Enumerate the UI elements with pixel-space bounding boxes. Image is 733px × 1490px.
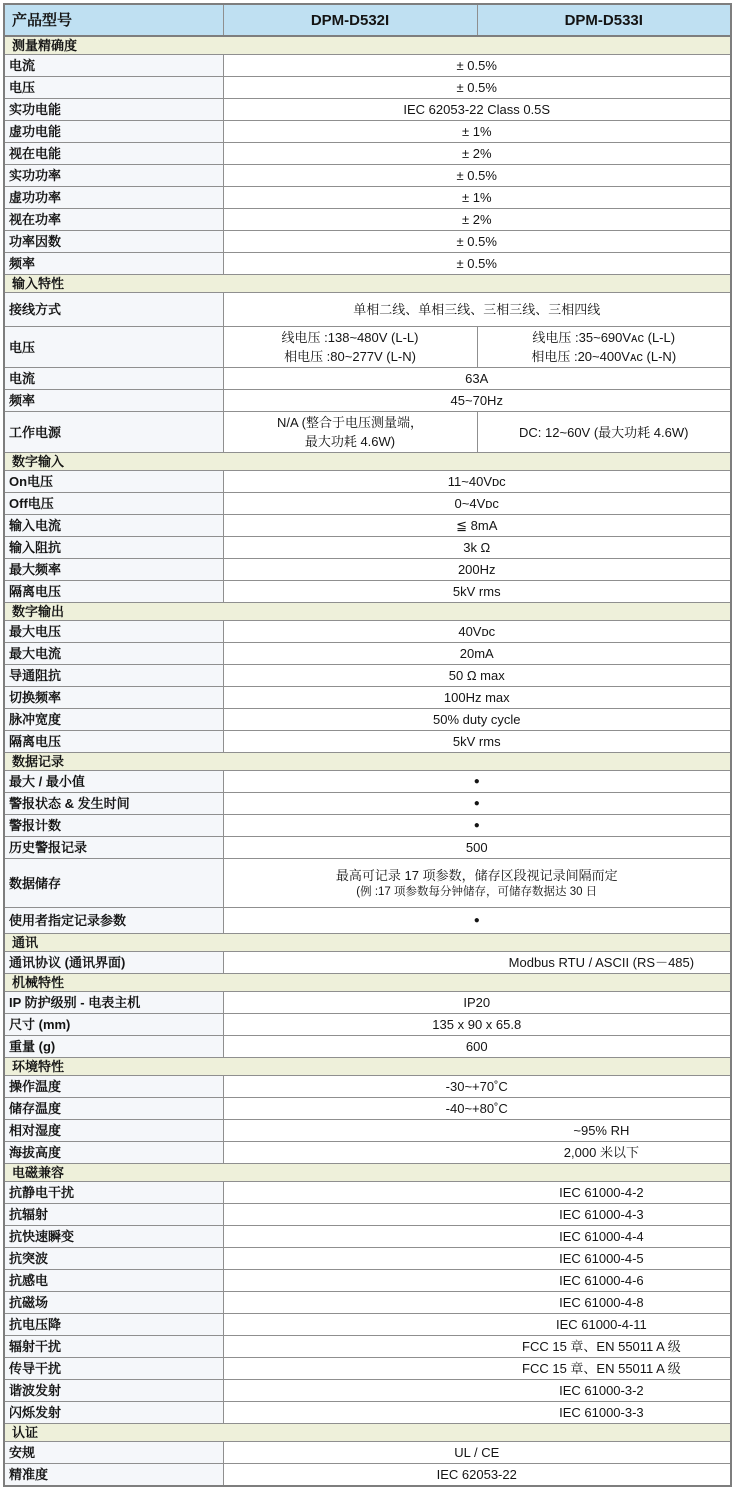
spec-value: IEC 61000-4-11 — [223, 1314, 731, 1336]
spec-value: ± 1% — [223, 121, 731, 143]
spec-value: ≦ 8mA — [223, 515, 731, 537]
table-row — [4, 187, 731, 209]
table-row — [4, 687, 731, 709]
table-row — [4, 859, 731, 908]
section-row — [4, 1058, 731, 1076]
section-row — [4, 275, 731, 293]
row-label: 重量 (g) — [4, 1036, 223, 1058]
spec-value: ● — [223, 771, 731, 793]
row-label: 谐波发射 — [4, 1380, 223, 1402]
row-label: 视在功率 — [4, 209, 223, 231]
spec-value: ± 0.5% — [223, 165, 731, 187]
row-label: 输入阻抗 — [4, 537, 223, 559]
section-header: 环境特性 — [4, 1058, 731, 1076]
row-label: 安规 — [4, 1442, 223, 1464]
table-row — [4, 1142, 731, 1164]
section-row — [4, 934, 731, 952]
spec-value: ● — [223, 815, 731, 837]
row-label: 最大电流 — [4, 643, 223, 665]
section-row — [4, 753, 731, 771]
row-label: 电流 — [4, 368, 223, 390]
spec-value: 线电压 :138~480V (L-L) 相电压 :80~277V (L-N) — [223, 327, 477, 368]
row-label: 辐射干扰 — [4, 1336, 223, 1358]
row-label: 抗感电 — [4, 1270, 223, 1292]
section-row — [4, 453, 731, 471]
spec-value: ● — [223, 908, 731, 934]
row-label: 虚功电能 — [4, 121, 223, 143]
spec-value: 5kV rms — [223, 731, 731, 753]
spec-value: 最高可记录 17 项参数，储存区段视记录间隔而定 (例 :17 项参数每分钟储存，可储存数据达 30 日 — [223, 859, 731, 908]
row-label: 功率因数 — [4, 231, 223, 253]
table-row — [4, 471, 731, 493]
spec-value: 100Hz max — [223, 687, 731, 709]
table-row — [4, 771, 731, 793]
spec-value: ± 2% — [223, 209, 731, 231]
spec-table-body — [4, 36, 731, 1486]
section-header: 电磁兼容 — [4, 1164, 731, 1182]
spec-value: 11~40Vᴅᴄ — [223, 471, 731, 493]
row-label: 输入电流 — [4, 515, 223, 537]
table-row — [4, 1270, 731, 1292]
row-label: 视在电能 — [4, 143, 223, 165]
spec-value: 200Hz — [223, 559, 731, 581]
section-header: 机械特性 — [4, 974, 731, 992]
table-row — [4, 1120, 731, 1142]
spec-value: ~95% RH — [223, 1120, 731, 1142]
row-label: 实功功率 — [4, 165, 223, 187]
row-label: 抗电压降 — [4, 1314, 223, 1336]
table-row — [4, 709, 731, 731]
table-row — [4, 643, 731, 665]
section-row — [4, 974, 731, 992]
row-label: 频率 — [4, 253, 223, 275]
spec-value: IEC 61000-3-3 — [223, 1402, 731, 1424]
table-row — [4, 1314, 731, 1336]
row-label: 电压 — [4, 77, 223, 99]
table-row — [4, 815, 731, 837]
section-header: 测量精确度 — [4, 36, 731, 55]
spec-value: 50 Ω max — [223, 665, 731, 687]
table-row — [4, 1098, 731, 1120]
spec-value: ± 1% — [223, 187, 731, 209]
spec-value: 135 x 90 x 65.8 — [223, 1014, 731, 1036]
row-label: 相对湿度 — [4, 1120, 223, 1142]
section-header: 数字输出 — [4, 603, 731, 621]
row-label: 通讯协议 (通讯界面) — [4, 952, 223, 974]
table-row — [4, 493, 731, 515]
table-row — [4, 1380, 731, 1402]
table-row — [4, 77, 731, 99]
section-row — [4, 36, 731, 55]
table-row — [4, 55, 731, 77]
spec-value: ● — [223, 793, 731, 815]
spec-value: 600 — [223, 1036, 731, 1058]
section-row — [4, 1164, 731, 1182]
row-label: 抗突波 — [4, 1248, 223, 1270]
spec-value: ± 0.5% — [223, 55, 731, 77]
table-row — [4, 1402, 731, 1424]
row-label: IP 防护级别 - 电表主机 — [4, 992, 223, 1014]
spec-value: ± 2% — [223, 143, 731, 165]
table-row — [4, 99, 731, 121]
spec-value: ± 0.5% — [223, 253, 731, 275]
table-row — [4, 952, 731, 974]
table-row — [4, 121, 731, 143]
row-label: 最大 / 最小值 — [4, 771, 223, 793]
row-label: 传导干扰 — [4, 1358, 223, 1380]
row-label: 警报计数 — [4, 815, 223, 837]
spec-value: DC: 12~60V (最大功耗 4.6W) — [477, 412, 731, 453]
spec-value: IEC 61000-4-5 — [223, 1248, 731, 1270]
row-label: 警报状态 & 发生时间 — [4, 793, 223, 815]
table-row — [4, 1336, 731, 1358]
table-row — [4, 1204, 731, 1226]
spec-value-note: (例 :17 项参数每分钟储存，可储存数据达 30 日 — [356, 886, 598, 898]
spec-value: IEC 61000-4-2 — [223, 1182, 731, 1204]
row-label: On电压 — [4, 471, 223, 493]
spec-value: 3k Ω — [223, 537, 731, 559]
row-label: 储存温度 — [4, 1098, 223, 1120]
table-row — [4, 559, 731, 581]
spec-value: IP20 — [223, 992, 731, 1014]
spec-value: 40Vᴅᴄ — [223, 621, 731, 643]
table-row — [4, 368, 731, 390]
spec-value: 线电压 :35~690Vᴀᴄ (L-L) 相电压 :20~400Vᴀᴄ (L-N) — [477, 327, 731, 368]
table-row — [4, 390, 731, 412]
table-row — [4, 908, 731, 934]
row-label: 使用者指定记录参数 — [4, 908, 223, 934]
table-row — [4, 731, 731, 753]
section-header: 数据记录 — [4, 753, 731, 771]
section-header: 数字输入 — [4, 453, 731, 471]
spec-value: 50% duty cycle — [223, 709, 731, 731]
row-label: 电流 — [4, 55, 223, 77]
column-header-model-dpm-d533i: DPM-D533I — [477, 4, 731, 36]
table-row — [4, 143, 731, 165]
table-row — [4, 1182, 731, 1204]
spec-table — [3, 3, 732, 1487]
table-row — [4, 621, 731, 643]
table-header-row — [4, 4, 731, 36]
table-row — [4, 515, 731, 537]
row-label: 抗静电干扰 — [4, 1182, 223, 1204]
row-label: 工作电源 — [4, 412, 223, 453]
table-row — [4, 231, 731, 253]
row-label: 抗辐射 — [4, 1204, 223, 1226]
spec-value: -30~+70˚C — [223, 1076, 731, 1098]
row-label: 导通阻抗 — [4, 665, 223, 687]
row-label: Off电压 — [4, 493, 223, 515]
spec-value: FCC 15 章、EN 55011 A 级 — [223, 1336, 731, 1358]
spec-value: UL / CE — [223, 1442, 731, 1464]
table-row — [4, 1036, 731, 1058]
spec-value: -40~+80˚C — [223, 1098, 731, 1120]
row-label: 最大频率 — [4, 559, 223, 581]
table-row — [4, 1248, 731, 1270]
spec-value: ± 0.5% — [223, 231, 731, 253]
table-row — [4, 165, 731, 187]
table-row — [4, 293, 731, 327]
row-label: 频率 — [4, 390, 223, 412]
table-row — [4, 665, 731, 687]
spec-value: 单相二线、单相三线、三相三线、三相四线 — [223, 293, 731, 327]
table-row — [4, 327, 731, 368]
row-label: 操作温度 — [4, 1076, 223, 1098]
row-label: 接线方式 — [4, 293, 223, 327]
spec-value: 63A — [223, 368, 731, 390]
row-label: 虚功功率 — [4, 187, 223, 209]
section-row — [4, 603, 731, 621]
row-label: 海拔高度 — [4, 1142, 223, 1164]
row-label: 精准度 — [4, 1464, 223, 1487]
table-row — [4, 1014, 731, 1036]
spec-value: FCC 15 章、EN 55011 A 级 — [223, 1358, 731, 1380]
section-header: 认证 — [4, 1424, 731, 1442]
row-label: 抗快速瞬变 — [4, 1226, 223, 1248]
section-row — [4, 1424, 731, 1442]
row-label: 电压 — [4, 327, 223, 368]
table-row — [4, 1076, 731, 1098]
spec-value: 0~4Vᴅᴄ — [223, 493, 731, 515]
spec-value: 5kV rms — [223, 581, 731, 603]
section-header: 输入特性 — [4, 275, 731, 293]
column-header-model-dpm-d532i: DPM-D532I — [223, 4, 477, 36]
spec-value: IEC 61000-4-8 — [223, 1292, 731, 1314]
row-label: 实功电能 — [4, 99, 223, 121]
table-row — [4, 1226, 731, 1248]
spec-value: IEC 61000-3-2 — [223, 1380, 731, 1402]
table-row — [4, 1464, 731, 1487]
spec-value: IEC 61000-4-3 — [223, 1204, 731, 1226]
table-row — [4, 581, 731, 603]
table-row — [4, 537, 731, 559]
spec-value: IEC 61000-4-6 — [223, 1270, 731, 1292]
spec-value: 2,000 米以下 — [223, 1142, 731, 1164]
spec-value: 45~70Hz — [223, 390, 731, 412]
spec-value: Modbus RTU / ASCII (RS－485) — [223, 952, 731, 974]
spec-value: IEC 62053-22 — [223, 1464, 731, 1487]
row-label: 历史警报记录 — [4, 837, 223, 859]
row-label: 隔离电压 — [4, 731, 223, 753]
row-label: 数据储存 — [4, 859, 223, 908]
spec-value: 500 — [223, 837, 731, 859]
spec-value: IEC 61000-4-4 — [223, 1226, 731, 1248]
spec-value: N/A (整合于电压测量端， 最大功耗 4.6W) — [223, 412, 477, 453]
spec-value: ± 0.5% — [223, 77, 731, 99]
column-header-product-model: 产品型号 — [4, 4, 223, 36]
row-label: 隔离电压 — [4, 581, 223, 603]
table-row — [4, 209, 731, 231]
row-label: 尺寸 (mm) — [4, 1014, 223, 1036]
spec-value: 20mA — [223, 643, 731, 665]
row-label: 最大电压 — [4, 621, 223, 643]
section-header: 通讯 — [4, 934, 731, 952]
row-label: 抗磁场 — [4, 1292, 223, 1314]
row-label: 脉冲宽度 — [4, 709, 223, 731]
table-row — [4, 1292, 731, 1314]
table-row — [4, 1358, 731, 1380]
table-row — [4, 1442, 731, 1464]
table-row — [4, 793, 731, 815]
table-row — [4, 992, 731, 1014]
row-label: 闪烁发射 — [4, 1402, 223, 1424]
table-row — [4, 837, 731, 859]
row-label: 切换频率 — [4, 687, 223, 709]
spec-value: IEC 62053-22 Class 0.5S — [223, 99, 731, 121]
table-row — [4, 253, 731, 275]
table-row — [4, 412, 731, 453]
